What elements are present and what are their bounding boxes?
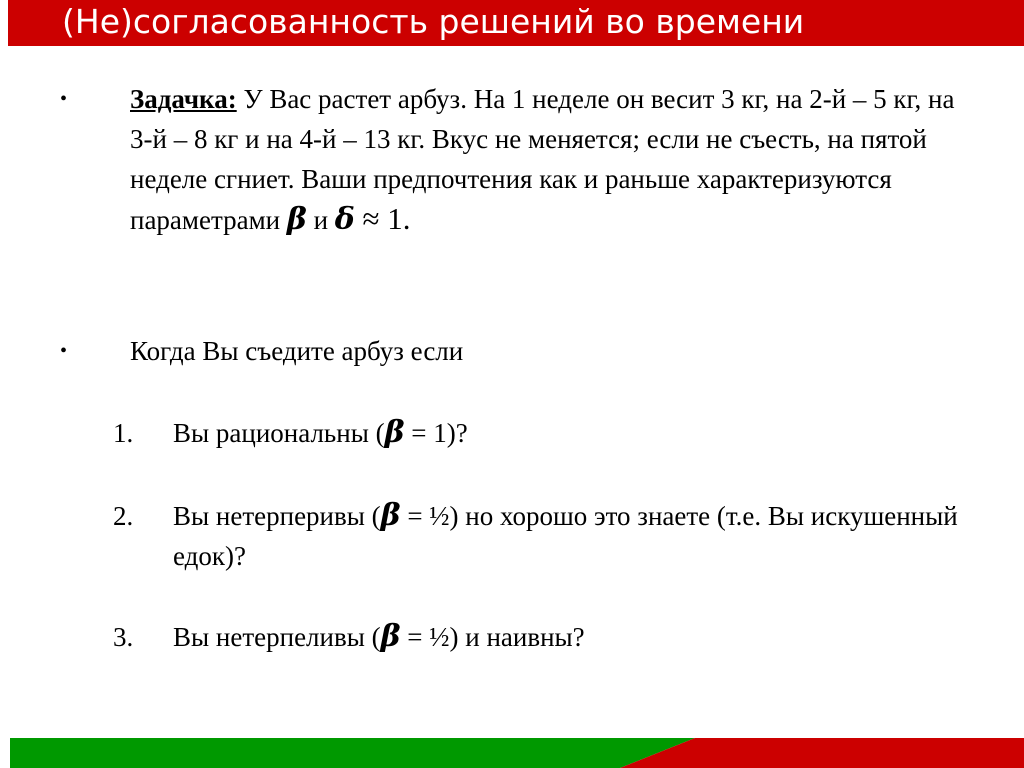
slide-title: (Не)согласованность решений во времени bbox=[62, 2, 805, 41]
bullet-dot: • bbox=[60, 340, 68, 362]
beta-symbol: β bbox=[380, 498, 401, 533]
list-item bbox=[173, 617, 973, 657]
item-text: = 1)? bbox=[404, 418, 468, 448]
item-number: 2. bbox=[113, 501, 134, 531]
delta-symbol: δ bbox=[334, 202, 355, 237]
bottom-decor-band bbox=[0, 738, 1024, 768]
item-number: 3. bbox=[113, 622, 134, 652]
problem-lead: Задачка: bbox=[130, 84, 237, 114]
item-text: Вы нетерпеливы ( bbox=[173, 622, 381, 652]
and-word: и bbox=[306, 205, 335, 235]
problem-text: У Вас растет арбуз. На 1 неделе он весит 3 кг, на 2-й – 5 кг, на 3-й – 8 кг и на 4-й – 13 кг. Вкус не меняется; если не съесть, на пятой неделе сгниет. Ваши предпочтения как и раньше характеризуются параметрами bbox=[130, 84, 955, 235]
item-text: Вы нетерперивы ( bbox=[173, 501, 381, 531]
list-item bbox=[173, 413, 973, 453]
beta-symbol: β bbox=[380, 619, 401, 654]
approx-one: ≈ 1. bbox=[354, 201, 411, 236]
question-paragraph: Когда Вы съедите арбуз если bbox=[130, 336, 464, 366]
band-green bbox=[10, 738, 695, 768]
item-text: Вы рациональны ( bbox=[173, 418, 385, 448]
band-left-gap bbox=[0, 738, 10, 768]
bullet-dot: • bbox=[60, 88, 68, 110]
item-text: = ½) но хорошо это знаете (т.е. Вы искушенный едок)? bbox=[173, 501, 958, 571]
problem-paragraph bbox=[130, 79, 970, 240]
beta-symbol: β bbox=[384, 415, 405, 450]
beta-symbol: β bbox=[286, 202, 307, 237]
item-number: 1. bbox=[113, 418, 134, 448]
item-text: = ½) и наивны? bbox=[400, 622, 585, 652]
list-item bbox=[173, 496, 973, 576]
